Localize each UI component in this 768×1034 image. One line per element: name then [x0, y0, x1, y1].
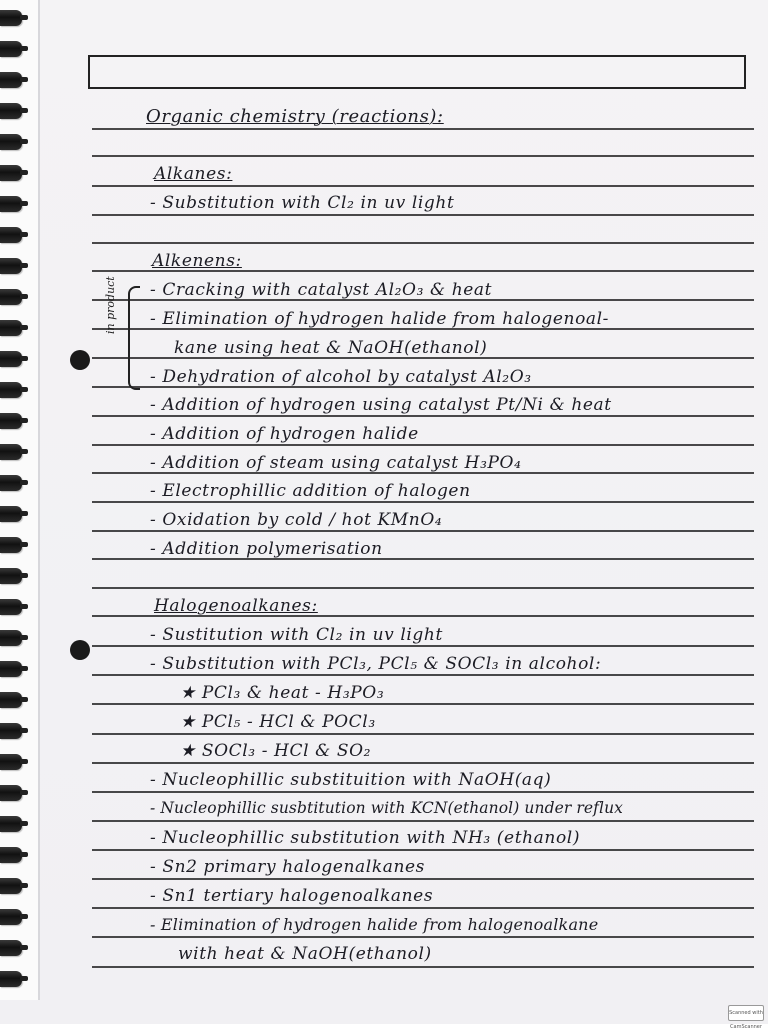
- ruled-line: [92, 645, 754, 647]
- spiral-coil: [0, 692, 22, 708]
- spiral-binding: [0, 0, 40, 1000]
- spiral-coil: [0, 10, 22, 26]
- title-box: [88, 55, 746, 89]
- ruled-line: [92, 415, 754, 417]
- spiral-coil: [0, 72, 22, 88]
- spiral-coil: [0, 909, 22, 925]
- ruled-line: [92, 674, 754, 676]
- list-item: - Addition of hydrogen using catalyst Pt/Ni & heat: [150, 395, 612, 415]
- list-item: - Nucleophillic substitution with NH₃ (ethanol): [150, 828, 581, 848]
- spiral-coil: [0, 41, 22, 57]
- list-item: ★ SOCl₃ - HCl & SO₂: [180, 741, 372, 761]
- list-item: - Sustitution with Cl₂ in uv light: [150, 625, 443, 645]
- ruled-line: [92, 128, 754, 130]
- paper-edge: [38, 0, 40, 1000]
- section-heading-alkanes: Alkanes:: [154, 164, 233, 184]
- ruled-line: [92, 820, 754, 822]
- ruled-line: [92, 703, 754, 705]
- spiral-coil: [0, 568, 22, 584]
- list-item: - Sn2 primary halogenalkanes: [150, 857, 425, 877]
- list-item: - Sn1 tertiary halogenoalkanes: [150, 886, 434, 906]
- ruled-line: [92, 966, 754, 968]
- list-item: - Dehydration of alcohol by catalyst Al₂O₃: [150, 367, 532, 387]
- spiral-coil: [0, 599, 22, 615]
- bracket-label: in product: [104, 276, 117, 334]
- ruled-line: [92, 530, 754, 532]
- list-item: - Nucleophillic susbtitution with KCN(ethanol) under reflux: [150, 799, 623, 817]
- list-item: - Addition of steam using catalyst H₃PO₄: [150, 453, 522, 473]
- spiral-coil: [0, 382, 22, 398]
- list-item: - Elimination of hydrogen halide from halogenoal-: [150, 309, 610, 329]
- ruled-line: [92, 214, 754, 216]
- spiral-coil: [0, 320, 22, 336]
- ruled-line: [92, 185, 754, 187]
- ruled-line: [92, 936, 754, 938]
- spiral-coil: [0, 816, 22, 832]
- spiral-coil: [0, 630, 22, 646]
- ruled-line: [92, 849, 754, 851]
- spiral-coil: [0, 661, 22, 677]
- spiral-coil: [0, 351, 22, 367]
- ruled-line: [92, 791, 754, 793]
- section-heading-alkenes: Alkenens:: [152, 251, 242, 271]
- spiral-coil: [0, 196, 22, 212]
- spiral-coil: [0, 103, 22, 119]
- spiral-coil: [0, 289, 22, 305]
- punch-hole: [70, 640, 90, 660]
- spiral-coil: [0, 723, 22, 739]
- spiral-coil: [0, 506, 22, 522]
- section-heading-halogenoalkanes: Halogenoalkanes:: [154, 596, 318, 616]
- spiral-coil: [0, 413, 22, 429]
- ruled-line: [92, 501, 754, 503]
- spiral-coil: [0, 785, 22, 801]
- list-item: ★ PCl₅ - HCl & POCl₃: [180, 712, 376, 732]
- ruled-line: [92, 444, 754, 446]
- spiral-coil: [0, 971, 22, 987]
- ruled-line: [92, 587, 754, 589]
- bracket: [128, 286, 140, 390]
- ruled-line: [92, 907, 754, 909]
- ruled-line: [92, 762, 754, 764]
- spiral-coil: [0, 475, 22, 491]
- list-item: with heat & NaOH(ethanol): [178, 944, 432, 964]
- ruled-line: [92, 155, 754, 157]
- spiral-coil: [0, 940, 22, 956]
- spiral-coil: [0, 878, 22, 894]
- list-item: - Elimination of hydrogen halide from halogenoalkane: [150, 915, 599, 934]
- list-item: - Addition polymerisation: [150, 539, 383, 559]
- list-item: - Nucleophillic substituition with NaOH(aq): [150, 770, 552, 790]
- list-item: - Oxidation by cold / hot KMnO₄: [150, 510, 443, 530]
- spiral-coil: [0, 754, 22, 770]
- spiral-coil: [0, 165, 22, 181]
- spiral-coil: [0, 227, 22, 243]
- list-item: - Cracking with catalyst Al₂O₃ & heat: [150, 280, 493, 300]
- scanner-watermark: Scanned with CamScanner: [728, 1005, 764, 1021]
- spiral-coil: [0, 847, 22, 863]
- ruled-line: [92, 733, 754, 735]
- spiral-coil: [0, 258, 22, 274]
- list-item: kane using heat & NaOH(ethanol): [174, 338, 488, 358]
- spiral-coil: [0, 134, 22, 150]
- list-item: - Substitution with Cl₂ in uv light: [150, 193, 455, 213]
- ruled-line: [92, 242, 754, 244]
- list-item: - Substitution with PCl₃, PCl₅ & SOCl₃ in alcohol:: [150, 654, 602, 674]
- spiral-coil: [0, 537, 22, 553]
- list-item: - Electrophillic addition of halogen: [150, 481, 471, 501]
- spiral-coil: [0, 444, 22, 460]
- ruled-line: [92, 878, 754, 880]
- page-title: Organic chemistry (reactions):: [146, 106, 444, 127]
- list-item: - Addition of hydrogen halide: [150, 424, 419, 444]
- punch-hole: [70, 350, 90, 370]
- list-item: ★ PCl₃ & heat - H₃PO₃: [180, 683, 385, 703]
